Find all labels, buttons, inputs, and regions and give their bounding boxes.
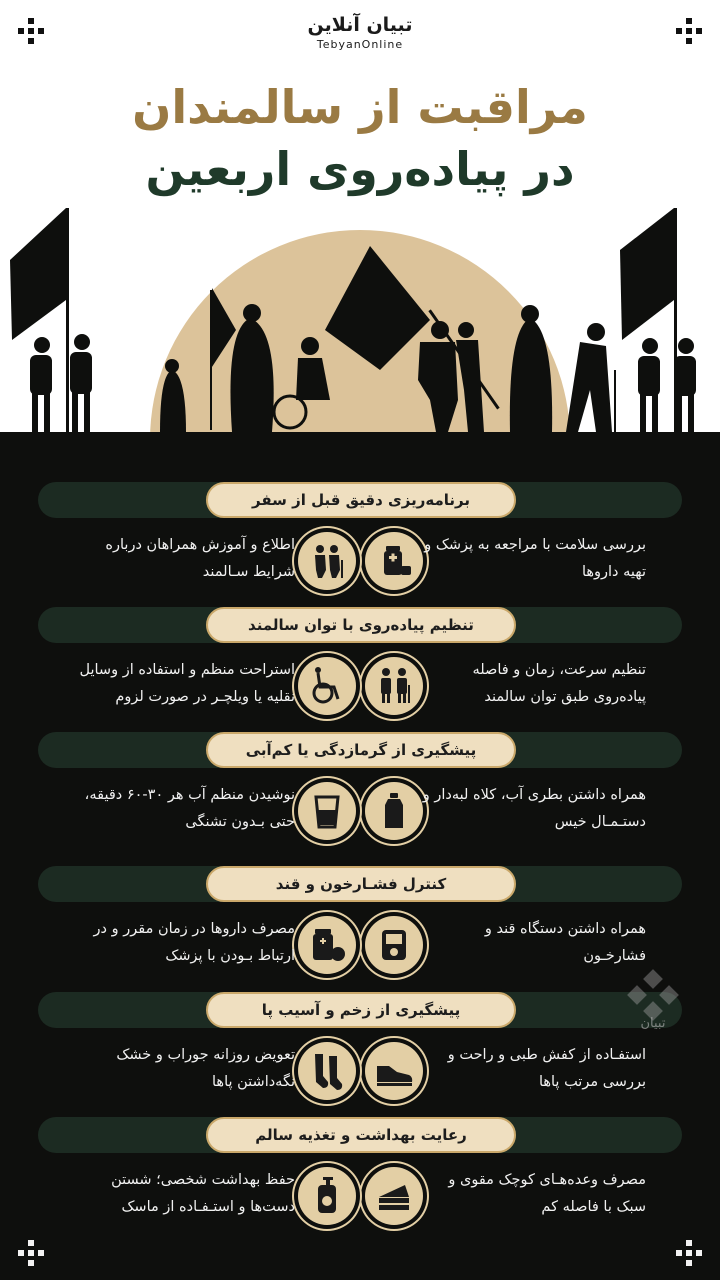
page-title-line1: مراقبت از سالمندان [132, 80, 588, 134]
water-glass-icon [298, 782, 356, 840]
elderly-couple-icon [298, 532, 356, 590]
tip-text: اطلاع و آموزش همراهان درباره شرایط سـالمند [105, 537, 295, 580]
tip-section [0, 482, 720, 608]
brand-logo [0, 14, 720, 51]
caregiver-icon [365, 657, 423, 715]
water-bottle-icon [365, 782, 423, 840]
page-title-line2: در پیاده‌روی اربعین [145, 142, 575, 196]
tip-section [0, 992, 720, 1118]
shoe-icon [365, 1042, 423, 1100]
pills-icon [298, 916, 356, 974]
tip-text: همراه داشتن دستگاه قند و فشارخـون [484, 921, 646, 964]
tip-text: استراحت منظم و استفاده از وسایل نقلیه یا ویلچـر در صورت لزوم [79, 662, 295, 705]
tip-section [0, 607, 720, 733]
medicine-icon [365, 532, 423, 590]
tip-text: تعویض روزانه جوراب و خشک نگه‌داشتن پاها [116, 1047, 295, 1090]
blood-pressure-monitor-icon [365, 916, 423, 974]
brand-name-fa: تبیان آنلاین [307, 14, 413, 36]
tip-text: استفـاده از کفش طبی و راحت و بررسی مرتب پاها [447, 1047, 646, 1090]
section-heading: برنامه‌ریزی دقیق قبل از سفر [206, 482, 516, 518]
cake-slice-icon [365, 1167, 423, 1225]
tip-section [0, 866, 720, 992]
section-heading: رعایت بهداشت و تغذیه سالم [206, 1117, 516, 1153]
brand-name-en: TebyanOnline [316, 38, 404, 51]
pilgrims-silhouette-illustration [0, 200, 720, 450]
corner-ornament-icon [676, 1240, 702, 1266]
section-heading: پیشگیری از گرمازدگی یا کم‌آبی [206, 732, 516, 768]
section-heading: تنظیم پیاده‌روی با توان سالمند [206, 607, 516, 643]
section-heading: پیشگیری از زخم و آسیب پا [206, 992, 516, 1028]
tip-text: همراه داشتن بطری آب، کلاه لبه‌دار و دستـمـال خیس [422, 787, 646, 830]
tip-text: نوشیدن منظم آب هر ۳۰-۶۰ دقیقه، حتی بـدون تشنگی [84, 787, 295, 830]
watermark-text: تبیان [640, 1016, 666, 1031]
corner-ornament-icon [18, 1240, 44, 1266]
soap-bottle-icon [298, 1167, 356, 1225]
tip-text: مصرف داروها در زمان مقرر و در ارتباط بـودن با پزشک [93, 921, 295, 964]
tip-text: مصرف وعده‌هـای کوچک مقوی و سبک با فاصله کم [448, 1172, 646, 1215]
section-heading: کنترل فشـارخون و قند [206, 866, 516, 902]
tip-section [0, 732, 720, 858]
socks-icon [298, 1042, 356, 1100]
tip-text: حفظ بهداشت شخصی؛ شستن دست‌ها و استـفـاده از ماسک [111, 1172, 295, 1215]
wheelchair-icon [298, 657, 356, 715]
tip-text: تنظیم سرعت، زمان و فاصله پیاده‌روی طبق توان سالمند [472, 662, 646, 705]
tip-text: بررسی سلامت با مراجعه به پزشک و تهیه داروها [424, 537, 646, 580]
tip-section [0, 1117, 720, 1243]
